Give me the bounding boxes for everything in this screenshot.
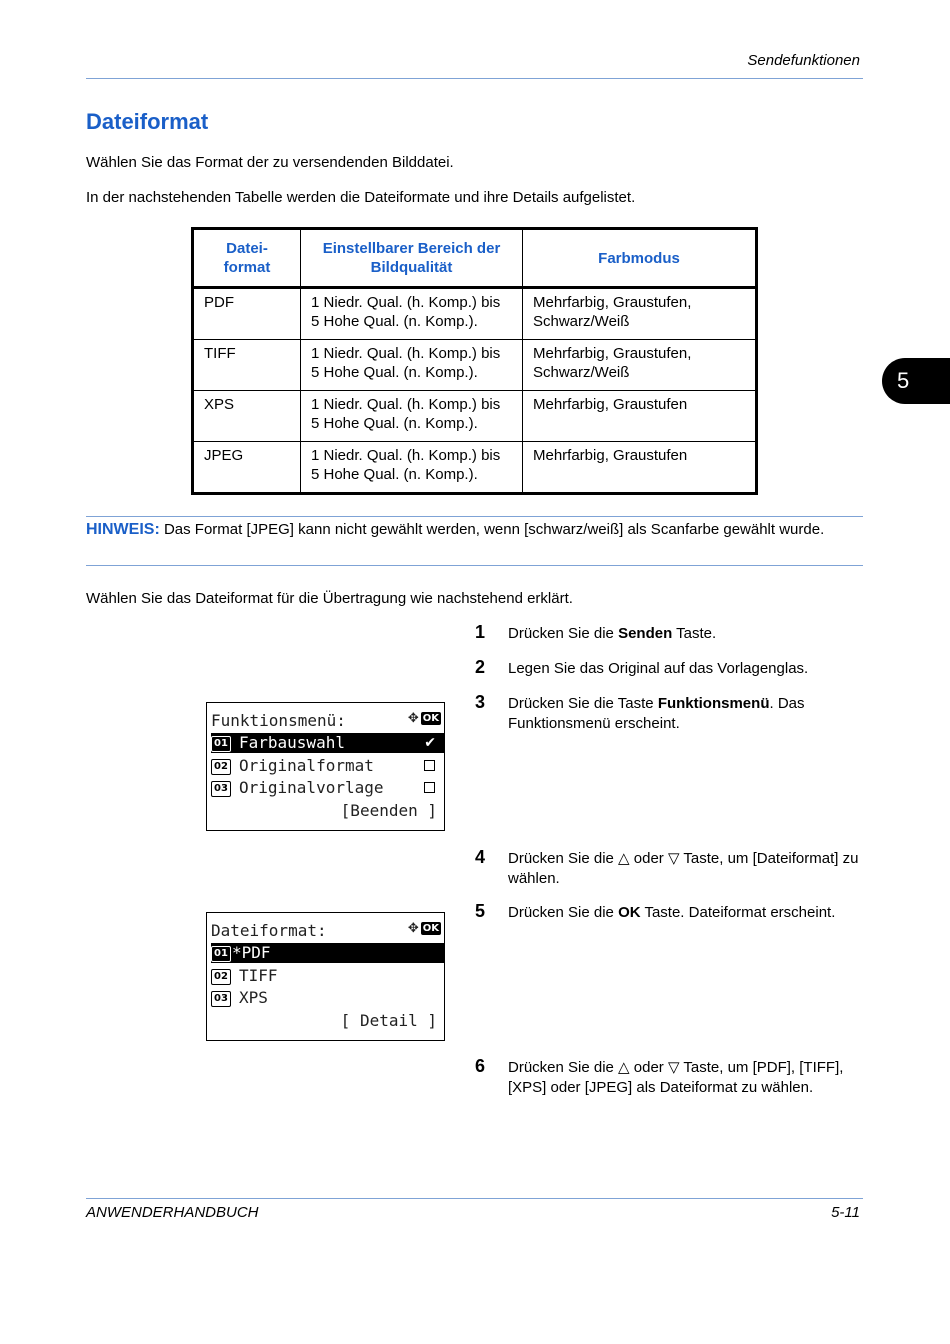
step-text-part: Drücken Sie die Taste [508, 695, 658, 712]
table-row [193, 340, 757, 391]
footer-manual-title: ANWENDERHANDBUCH [86, 1204, 259, 1221]
lcd-menu-item[interactable] [211, 756, 444, 776]
menu-item-label: *PDF [232, 943, 271, 962]
item-number-icon: 03 [211, 991, 231, 1007]
softkey-label: [Beenden ] [340, 801, 437, 820]
footer-rule [86, 1198, 863, 1199]
table-row [193, 442, 757, 494]
lcd-nav-indicator [408, 921, 441, 936]
step-number: 2 [475, 657, 486, 677]
table-cell: PDF [193, 288, 301, 340]
lcd-nav-indicator [408, 711, 441, 726]
lcd-file-format [206, 912, 445, 1041]
item-number-icon: 01 [211, 946, 231, 962]
table-cell: 1 Niedr. Qual. (h. Komp.) bis 5 Hohe Qual. (n. Komp.). [301, 391, 523, 442]
lcd-menu-item[interactable] [211, 988, 444, 1008]
lcd-title: Funktionsmenü: [211, 711, 346, 730]
lcd-menu-item[interactable] [211, 778, 444, 798]
ok-key-icon: OK [422, 713, 439, 724]
intro-paragraph: In der nachstehenden Tabelle werden die Dateiformate und ihre Details aufgelistet. [86, 189, 636, 206]
header-section-title: Sendefunktionen [747, 52, 860, 69]
table-row [193, 391, 757, 442]
file-format-table [191, 227, 758, 495]
lcd-menu-item[interactable] [211, 733, 444, 753]
step-number: 6 [475, 1056, 486, 1076]
step-text-part: Drücken Sie die △ oder ▽ Taste, um [Dateiformat] zu wählen. [508, 850, 859, 887]
table-header-row [193, 229, 757, 288]
step-text-part: Taste. [672, 625, 717, 642]
note-top-rule [86, 516, 863, 517]
table-cell: 1 Niedr. Qual. (h. Komp.) bis 5 Hohe Qual. (n. Komp.). [301, 442, 523, 494]
lcd-softkey[interactable] [211, 1011, 437, 1031]
header-cell-text: Farbmodus [598, 249, 680, 267]
menu-item-label: TIFF [239, 966, 278, 985]
item-number-icon: 01 [211, 736, 231, 752]
header-cell [193, 229, 301, 288]
lcd-title: Dateiformat: [211, 921, 327, 940]
dpad-icon: ✥ [407, 711, 419, 726]
table-cell: Mehrfarbig, Graustufen, Schwarz/Weiß [523, 288, 757, 340]
table-cell: Mehrfarbig, Graustufen [523, 442, 757, 494]
footer-page-number: 5-11 [831, 1204, 860, 1221]
checkmark-icon: ✔ [424, 735, 436, 751]
lcd-function-menu [206, 702, 445, 831]
checkbox-icon [424, 782, 435, 793]
step-text-part: Taste. Dateiformat erscheint. [640, 904, 836, 921]
table-cell: Mehrfarbig, Graustufen [523, 391, 757, 442]
dpad-icon: ✥ [407, 921, 419, 936]
table-cell: TIFF [193, 340, 301, 391]
step-text-part: Drücken Sie die [508, 904, 619, 921]
step-text [508, 903, 868, 923]
note-label: HINWEIS: [86, 521, 160, 538]
step-text-part: . Das Funktionsmenü erscheint. [508, 695, 805, 732]
step-text-bold: Funktionsmenü [657, 695, 770, 712]
lcd-menu-item[interactable] [211, 966, 444, 986]
item-number-icon: 02 [211, 759, 231, 775]
step-text [508, 849, 868, 889]
note-bottom-rule [86, 565, 863, 566]
ok-key-icon: OK [422, 923, 439, 934]
step-text-bold: Senden [618, 625, 673, 642]
chapter-tab[interactable] [882, 358, 950, 404]
header-cell-text: Einstellbarer Bereich der Bildqualität [322, 240, 501, 276]
step-text [508, 694, 868, 734]
table-cell: 1 Niedr. Qual. (h. Komp.) bis 5 Hohe Qual. (n. Komp.). [301, 288, 523, 340]
table-cell: XPS [193, 391, 301, 442]
table-cell: Mehrfarbig, Graustufen, Schwarz/Weiß [523, 340, 757, 391]
step-number: 4 [475, 847, 486, 867]
header-cell [523, 229, 757, 288]
step-text [508, 659, 868, 679]
item-number-icon: 02 [211, 969, 231, 985]
note-box [86, 520, 846, 540]
header-rule [86, 78, 863, 79]
item-number-icon: 03 [211, 781, 231, 797]
menu-item-label: Originalformat [239, 756, 374, 775]
menu-item-label: XPS [239, 988, 268, 1007]
step-text-part: Drücken Sie die △ oder ▽ Taste, um [PDF], [TIFF], [XPS] oder [JPEG] als Dateiformat zu wählen. [508, 1059, 844, 1096]
table-cell: JPEG [193, 442, 301, 494]
table-cell: 1 Niedr. Qual. (h. Komp.) bis 5 Hohe Qual. (n. Komp.). [301, 340, 523, 391]
step-number: 1 [475, 622, 486, 642]
lcd-softkey[interactable] [211, 801, 437, 821]
chapter-number: 5 [897, 368, 910, 393]
step-text-part: Legen Sie das Original auf das Vorlagenglas. [508, 660, 809, 677]
step-number: 3 [475, 692, 486, 712]
step-text-bold: OK [618, 904, 641, 921]
note-text: Das Format [JPEG] kann nicht gewählt werden, wenn [schwarz/weiß] als Scanfarbe gewählt wurde. [159, 521, 825, 538]
page-title: Dateiformat [86, 109, 209, 134]
header-cell [301, 229, 523, 288]
step-text [508, 624, 868, 644]
checkbox-icon [424, 760, 435, 771]
step-text [508, 1058, 868, 1098]
menu-item-label: Farbauswahl [239, 733, 345, 752]
lcd-menu-item[interactable] [211, 943, 444, 963]
menu-item-label: Originalvorlage [239, 778, 384, 797]
header-cell-text: Datei- format [223, 240, 271, 276]
table-row [193, 288, 757, 340]
intro-paragraph: Wählen Sie das Format der zu versendenden Bilddatei. [86, 154, 454, 171]
instructions-intro: Wählen Sie das Dateiformat für die Übertragung wie nachstehend erklärt. [86, 590, 573, 607]
softkey-label: [ Detail ] [340, 1011, 437, 1030]
step-text-part: Drücken Sie die [508, 625, 619, 642]
step-number: 5 [475, 901, 486, 921]
